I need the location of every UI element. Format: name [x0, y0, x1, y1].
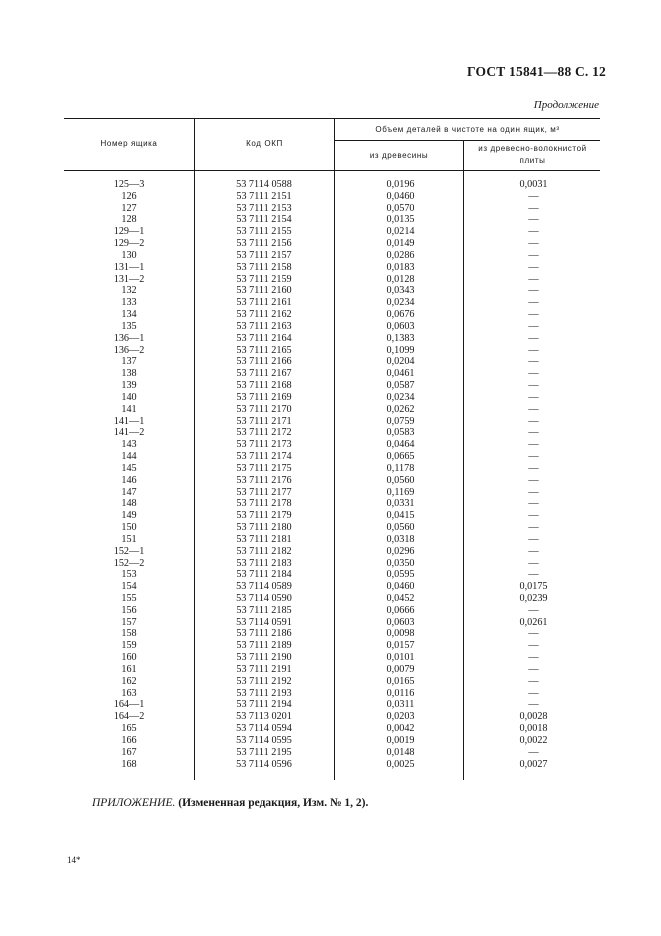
cell-okp-code: 53 7111 2165: [236, 344, 292, 356]
cell-okp-code: 53 7111 2157: [236, 249, 292, 261]
cell-fibreboard-volume: —: [528, 474, 539, 486]
cell-box-number: 162: [121, 675, 137, 687]
table-row: [64, 404, 600, 416]
cell-fibreboard-volume: —: [528, 462, 539, 474]
cell-okp-code: 53 7114 0588: [236, 179, 292, 190]
cell-wood-volume: 0,0196: [386, 179, 415, 190]
cell-fibreboard-volume: —: [528, 380, 539, 392]
cell-okp-code: 53 7111 2168: [236, 380, 292, 392]
cell-fibreboard-volume: —: [528, 439, 539, 451]
cell-box-number: 135: [121, 320, 137, 332]
cell-okp-code: 53 7114 0591: [236, 616, 292, 628]
cell-wood-volume: 0,0204: [386, 356, 415, 368]
cell-box-number: 150: [121, 522, 137, 534]
cell-fibreboard-volume: —: [528, 320, 539, 332]
cell-okp-code: 53 7111 2192: [236, 675, 292, 687]
cell-okp-code: 53 7111 2185: [236, 604, 292, 616]
table-row: [64, 475, 600, 487]
cell-fibreboard-volume: —: [528, 557, 539, 569]
cell-wood-volume: 0,0183: [386, 261, 415, 273]
cell-fibreboard-volume: —: [528, 652, 539, 664]
cell-okp-code: 53 7113 0201: [236, 711, 292, 723]
cell-okp-code: 53 7111 2173: [236, 439, 292, 451]
cell-okp-code: 53 7114 0595: [236, 734, 292, 746]
cell-fibreboard-volume: —: [528, 344, 539, 356]
table-row: [64, 487, 600, 499]
document-header: ГОСТ 15841—88 С. 12: [467, 64, 606, 79]
cell-wood-volume: 0,0116: [386, 687, 415, 699]
cell-box-number: 152—1: [113, 545, 145, 557]
table-row: [64, 759, 600, 771]
cell-box-number: 167: [121, 746, 137, 758]
table-row: [64, 214, 600, 226]
table-top-rule: [64, 118, 600, 119]
cell-fibreboard-volume: —: [528, 273, 539, 285]
cell-wood-volume: 0,0079: [386, 663, 415, 675]
table-row: [64, 439, 600, 451]
cell-fibreboard-volume: —: [528, 746, 539, 758]
table-row: [64, 368, 600, 380]
cell-wood-volume: 0,0203: [386, 711, 415, 723]
table-row: [64, 345, 600, 357]
cell-okp-code: 53 7111 2191: [236, 663, 292, 675]
cell-wood-volume: 0,0214: [386, 226, 415, 238]
cell-fibreboard-volume: 0,0028: [519, 711, 548, 723]
cell-okp-code: 53 7111 2170: [236, 403, 292, 415]
cell-okp-code: 53 7111 2177: [236, 486, 292, 498]
cell-fibreboard-volume: —: [528, 249, 539, 261]
header-from-wood: из древесины: [369, 151, 429, 160]
cell-wood-volume: 0,0042: [386, 723, 415, 735]
cell-okp-code: 53 7114 0596: [236, 758, 292, 770]
cell-wood-volume: 0,0296: [386, 545, 415, 557]
cell-okp-code: 53 7111 2151: [236, 190, 292, 202]
cell-fibreboard-volume: —: [528, 451, 539, 463]
cell-okp-code: 53 7111 2153: [236, 202, 292, 214]
cell-okp-code: 53 7111 2163: [236, 320, 292, 332]
cell-box-number: 157: [121, 616, 137, 628]
cell-fibreboard-volume: —: [528, 309, 539, 321]
cell-wood-volume: 0,0098: [386, 628, 415, 640]
table-row: [64, 333, 600, 345]
table-row: [64, 274, 600, 286]
cell-box-number: 153: [121, 569, 137, 581]
cell-box-number: 131—1: [113, 261, 145, 273]
cell-box-number: 133: [121, 297, 137, 309]
cell-box-number: 145: [121, 462, 137, 474]
cell-box-number: 125—3: [113, 179, 145, 190]
cell-okp-code: 53 7111 2176: [236, 474, 292, 486]
table-row: [64, 451, 600, 463]
cell-wood-volume: 0,1383: [386, 332, 415, 344]
cell-fibreboard-volume: —: [528, 628, 539, 640]
cell-box-number: 146: [121, 474, 137, 486]
table-row: [64, 640, 600, 652]
table-row: [64, 628, 600, 640]
cell-fibreboard-volume: 0,0261: [519, 616, 548, 628]
table-body: [64, 179, 600, 770]
cell-wood-volume: 0,0570: [386, 202, 415, 214]
table-row: [64, 534, 600, 546]
cell-okp-code: 53 7114 0589: [236, 581, 292, 593]
cell-fibreboard-volume: —: [528, 297, 539, 309]
table-row: [64, 309, 600, 321]
cell-fibreboard-volume: —: [528, 675, 539, 687]
cell-wood-volume: 0,0665: [386, 451, 415, 463]
table-row: [64, 226, 600, 238]
cell-okp-code: 53 7111 2162: [236, 309, 292, 321]
cell-fibreboard-volume: —: [528, 202, 539, 214]
table-row: [64, 321, 600, 333]
cell-wood-volume: 0,0331: [386, 498, 415, 510]
cell-wood-volume: 0,0603: [386, 616, 415, 628]
cell-box-number: 141—1: [113, 415, 145, 427]
cell-okp-code: 53 7111 2183: [236, 557, 292, 569]
cell-wood-volume: 0,0128: [386, 273, 415, 285]
cell-fibreboard-volume: 0,0018: [519, 723, 548, 735]
cell-wood-volume: 0,0560: [386, 522, 415, 534]
footnote-amendment: (Измененная редакция, Изм. № 1, 2).: [175, 797, 369, 809]
cell-fibreboard-volume: —: [528, 545, 539, 557]
cell-box-number: 166: [121, 734, 137, 746]
cell-box-number: 163: [121, 687, 137, 699]
cell-fibreboard-volume: —: [528, 498, 539, 510]
cell-box-number: 139: [121, 380, 137, 392]
cell-fibreboard-volume: 0,0175: [519, 581, 548, 593]
cell-okp-code: 53 7111 2159: [236, 273, 292, 285]
cell-okp-code: 53 7111 2189: [236, 640, 292, 652]
header-box-number: Номер ящика: [100, 139, 158, 148]
cell-okp-code: 53 7111 2184: [236, 569, 292, 581]
cell-box-number: 149: [121, 510, 137, 522]
cell-box-number: 161: [121, 663, 137, 675]
table-row: [64, 262, 600, 274]
table-row: [64, 463, 600, 475]
table-row: [64, 416, 600, 428]
cell-fibreboard-volume: —: [528, 356, 539, 368]
cell-wood-volume: 0,0460: [386, 190, 415, 202]
table-row: [64, 711, 600, 723]
cell-wood-volume: 0,0415: [386, 510, 415, 522]
table-row: [64, 498, 600, 510]
cell-okp-code: 53 7111 2190: [236, 652, 292, 664]
cell-wood-volume: 0,0603: [386, 320, 415, 332]
cell-box-number: 126: [121, 190, 137, 202]
cell-okp-code: 53 7111 2181: [236, 533, 292, 545]
cell-wood-volume: 0,0234: [386, 391, 415, 403]
cell-box-number: 156: [121, 604, 137, 616]
cell-okp-code: 53 7111 2172: [236, 427, 292, 439]
table-row: [64, 356, 600, 368]
table-row: [64, 723, 600, 735]
table-row: [64, 297, 600, 309]
cell-box-number: 128: [121, 214, 137, 226]
cell-wood-volume: 0,0157: [386, 640, 415, 652]
cell-fibreboard-volume: —: [528, 391, 539, 403]
cell-box-number: 132: [121, 285, 137, 297]
table-row: [64, 285, 600, 297]
cell-okp-code: 53 7111 2174: [236, 451, 292, 463]
cell-fibreboard-volume: —: [528, 238, 539, 250]
cell-fibreboard-volume: —: [528, 604, 539, 616]
cell-box-number: 164—1: [113, 699, 145, 711]
cell-box-number: 158: [121, 628, 137, 640]
cell-box-number: 127: [121, 202, 137, 214]
table-row: [64, 664, 600, 676]
table-row: [64, 617, 600, 629]
table-row: [64, 203, 600, 215]
cell-fibreboard-volume: —: [528, 190, 539, 202]
cell-wood-volume: 0,0311: [386, 699, 415, 711]
cell-okp-code: 53 7111 2186: [236, 628, 292, 640]
table-row: [64, 380, 600, 392]
cell-wood-volume: 0,0464: [386, 439, 415, 451]
cell-wood-volume: 0,0676: [386, 309, 415, 321]
cell-fibreboard-volume: —: [528, 415, 539, 427]
cell-wood-volume: 0,0234: [386, 297, 415, 309]
table-row: [64, 676, 600, 688]
cell-wood-volume: 0,0583: [386, 427, 415, 439]
cell-wood-volume: 0,0560: [386, 474, 415, 486]
cell-fibreboard-volume: —: [528, 640, 539, 652]
cell-fibreboard-volume: —: [528, 427, 539, 439]
cell-okp-code: 53 7111 2166: [236, 356, 292, 368]
cell-wood-volume: 0,1099: [386, 344, 415, 356]
cell-okp-code: 53 7111 2195: [236, 746, 292, 758]
cell-wood-volume: 0,0025: [386, 758, 415, 770]
cell-okp-code: 53 7111 2161: [236, 297, 292, 309]
cell-wood-volume: 0,0343: [386, 285, 415, 297]
cell-box-number: 168: [121, 758, 137, 770]
cell-fibreboard-volume: —: [528, 510, 539, 522]
cell-okp-code: 53 7111 2169: [236, 391, 292, 403]
cell-box-number: 138: [121, 368, 137, 380]
cell-okp-code: 53 7111 2193: [236, 687, 292, 699]
table-row: [64, 581, 600, 593]
footnote-lead: ПРИЛОЖЕНИЕ.: [92, 797, 176, 809]
table-row: [64, 522, 600, 534]
cell-box-number: 154: [121, 581, 137, 593]
table-row: [64, 427, 600, 439]
volume-subheader-rule: [334, 140, 600, 141]
cell-okp-code: 53 7111 2164: [236, 332, 292, 344]
table-row: [64, 238, 600, 250]
cell-box-number: 165: [121, 723, 137, 735]
cell-okp-code: 53 7111 2180: [236, 522, 292, 534]
continuation-label: Продолжение: [533, 99, 599, 111]
cell-fibreboard-volume: —: [528, 226, 539, 238]
cell-wood-volume: 0,0318: [386, 533, 415, 545]
cell-wood-volume: 0,0135: [386, 214, 415, 226]
cell-okp-code: 53 7111 2194: [236, 699, 292, 711]
cell-box-number: 131—2: [113, 273, 145, 285]
cell-fibreboard-volume: —: [528, 214, 539, 226]
cell-fibreboard-volume: 0,0239: [519, 592, 548, 604]
header-okp-code: Код ОКП: [246, 139, 283, 148]
cell-fibreboard-volume: 0,0027: [519, 758, 548, 770]
footnote: [92, 797, 368, 809]
cell-box-number: 159: [121, 640, 137, 652]
cell-fibreboard-volume: —: [528, 663, 539, 675]
cell-okp-code: 53 7111 2158: [236, 261, 292, 273]
table-row: [64, 735, 600, 747]
cell-fibreboard-volume: —: [528, 261, 539, 273]
cell-okp-code: 53 7111 2155: [236, 226, 292, 238]
cell-wood-volume: 0,0101: [386, 652, 415, 664]
table-row: [64, 569, 600, 581]
cell-fibreboard-volume: —: [528, 332, 539, 344]
cell-fibreboard-volume: —: [528, 569, 539, 581]
cell-fibreboard-volume: 0,0031: [519, 179, 548, 190]
cell-fibreboard-volume: —: [528, 285, 539, 297]
cell-wood-volume: 0,1169: [386, 486, 415, 498]
table-row: [64, 652, 600, 664]
cell-box-number: 152—2: [113, 557, 145, 569]
cell-wood-volume: 0,0019: [386, 734, 415, 746]
table-row: [64, 605, 600, 617]
cell-box-number: 129—1: [113, 226, 145, 238]
table-row: [64, 250, 600, 262]
cell-wood-volume: 0,0452: [386, 592, 415, 604]
cell-box-number: 147: [121, 486, 137, 498]
cell-box-number: 134: [121, 309, 137, 321]
cell-fibreboard-volume: —: [528, 687, 539, 699]
cell-box-number: 148: [121, 498, 137, 510]
cell-okp-code: 53 7111 2171: [236, 415, 292, 427]
cell-fibreboard-volume: —: [528, 403, 539, 415]
cell-wood-volume: 0,0165: [386, 675, 415, 687]
cell-okp-code: 53 7111 2156: [236, 238, 292, 250]
cell-wood-volume: 0,0350: [386, 557, 415, 569]
table-row: [64, 510, 600, 522]
header-from-fibreboard: из древесно-волокнистой плиты: [478, 144, 587, 165]
table-row: [64, 392, 600, 404]
cell-box-number: 136—1: [113, 332, 145, 344]
cell-box-number: 160: [121, 652, 137, 664]
table-row: [64, 699, 600, 711]
cell-okp-code: 53 7111 2167: [236, 368, 292, 380]
cell-fibreboard-volume: —: [528, 486, 539, 498]
table-row: [64, 546, 600, 558]
cell-wood-volume: 0,0262: [386, 403, 415, 415]
cell-okp-code: 53 7114 0594: [236, 723, 292, 735]
cell-fibreboard-volume: —: [528, 368, 539, 380]
table-row: [64, 688, 600, 700]
cell-wood-volume: 0,0286: [386, 249, 415, 261]
cell-wood-volume: 0,0461: [386, 368, 415, 380]
cell-box-number: 140: [121, 391, 137, 403]
cell-fibreboard-volume: 0,0022: [519, 734, 548, 746]
cell-box-number: 143: [121, 439, 137, 451]
cell-box-number: 151: [121, 533, 137, 545]
page-mark: 14*: [67, 855, 81, 865]
cell-box-number: 129—2: [113, 238, 145, 250]
cell-box-number: 164—2: [113, 711, 145, 723]
cell-fibreboard-volume: —: [528, 522, 539, 534]
cell-okp-code: 53 7111 2154: [236, 214, 292, 226]
cell-box-number: 155: [121, 592, 137, 604]
header-volume-group: Объем деталей в чистоте на один ящик, м³: [375, 125, 560, 134]
cell-box-number: 130: [121, 249, 137, 261]
cell-wood-volume: 0,0666: [386, 604, 415, 616]
cell-box-number: 144: [121, 451, 137, 463]
cell-wood-volume: 0,0460: [386, 581, 415, 593]
cell-wood-volume: 0,0148: [386, 746, 415, 758]
table-row: [64, 747, 600, 759]
cell-okp-code: 53 7114 0590: [236, 592, 292, 604]
cell-box-number: 136—2: [113, 344, 145, 356]
cell-wood-volume: 0,0149: [386, 238, 415, 250]
cell-wood-volume: 0,0587: [386, 380, 415, 392]
cell-wood-volume: 0,0595: [386, 569, 415, 581]
table-row: [64, 558, 600, 570]
cell-okp-code: 53 7111 2179: [236, 510, 292, 522]
cell-okp-code: 53 7111 2182: [236, 545, 292, 557]
table-row: [64, 179, 600, 191]
cell-okp-code: 53 7111 2178: [236, 498, 292, 510]
cell-box-number: 137: [121, 356, 137, 368]
table-row: [64, 191, 600, 203]
cell-fibreboard-volume: —: [528, 533, 539, 545]
cell-okp-code: 53 7111 2160: [236, 285, 292, 297]
header-bottom-rule: [64, 170, 600, 171]
cell-box-number: 141—2: [113, 427, 145, 439]
cell-wood-volume: 0,0759: [386, 415, 415, 427]
cell-okp-code: 53 7111 2175: [236, 462, 292, 474]
cell-wood-volume: 0,1178: [386, 462, 415, 474]
cell-box-number: 141: [121, 403, 137, 415]
cell-fibreboard-volume: —: [528, 699, 539, 711]
table-row: [64, 593, 600, 605]
